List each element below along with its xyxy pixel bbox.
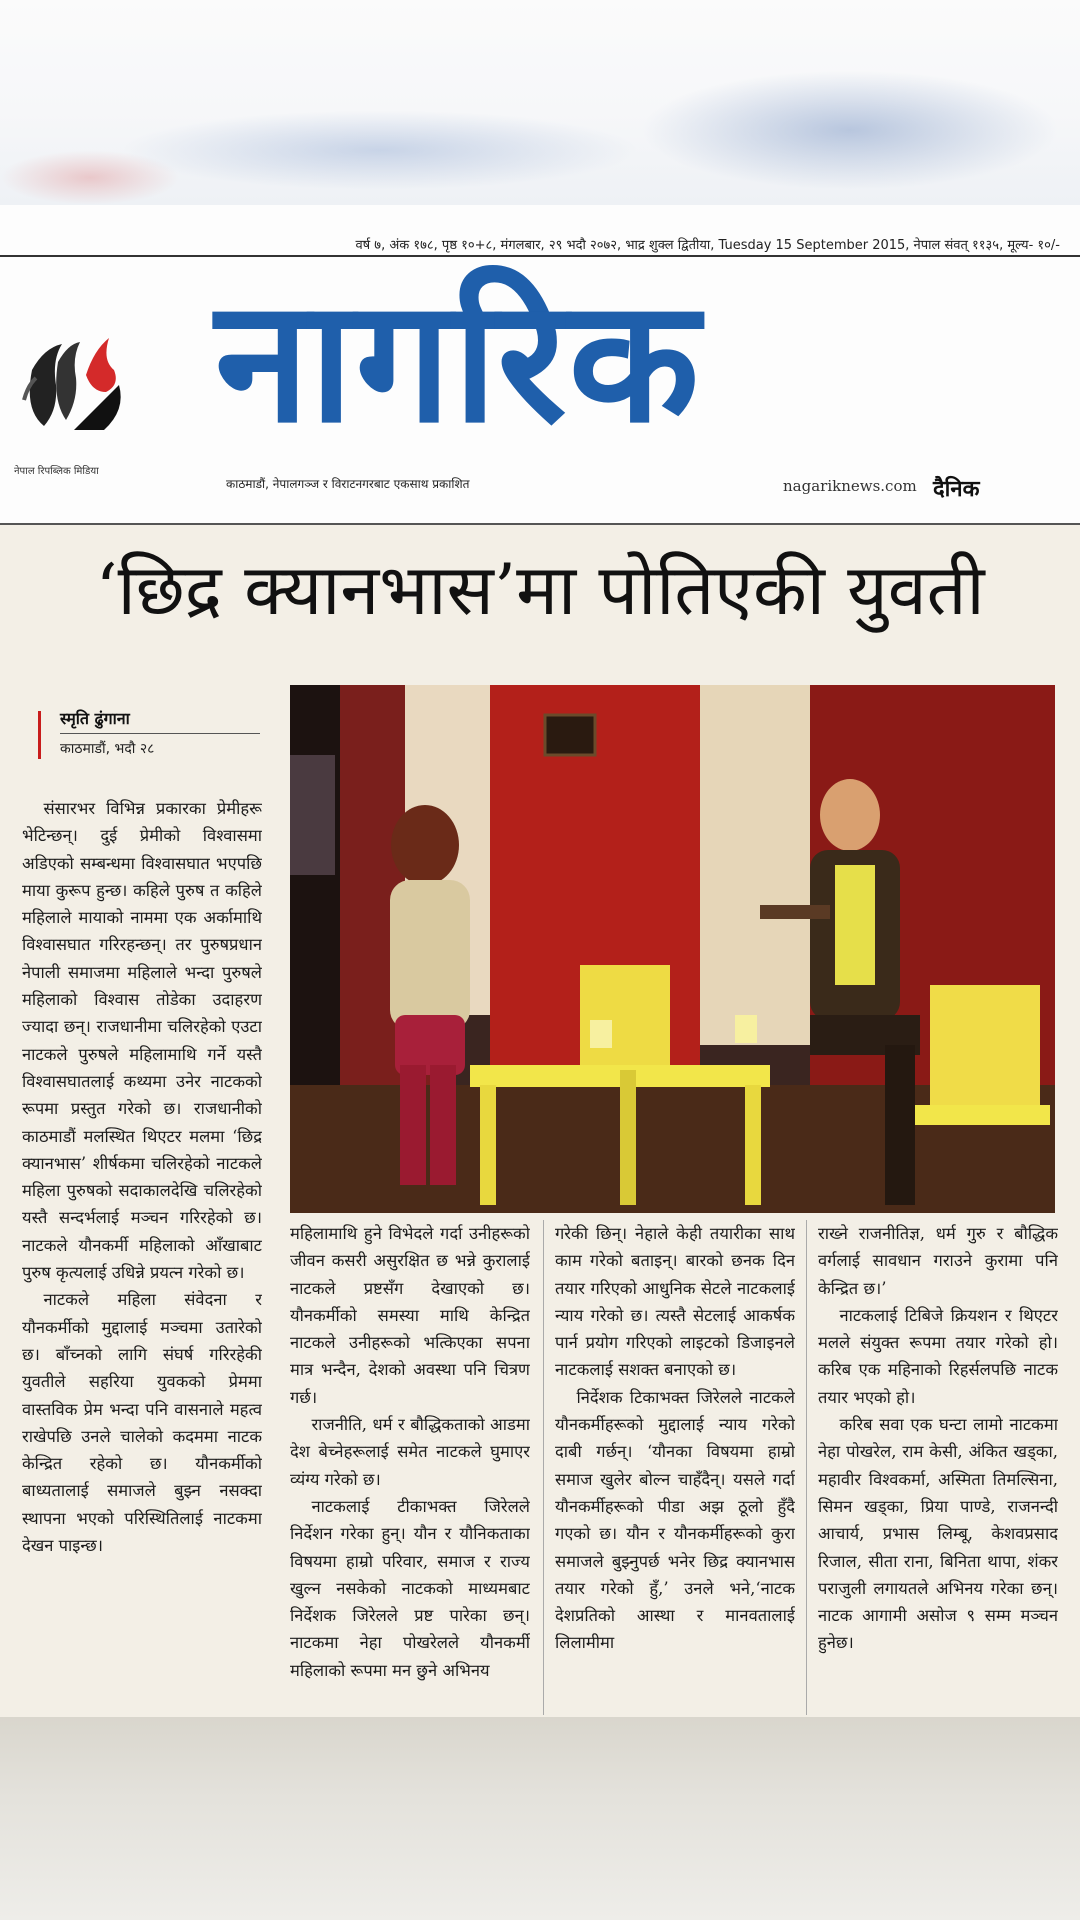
blur-shape [120, 110, 640, 190]
masthead-bottom-rule [0, 523, 1080, 525]
article-column-2 [290, 1220, 530, 1720]
stage-photo [290, 685, 1055, 1213]
dateline: वर्ष ७, अंक १७८, पृष्ठ १०+८, मंगलबार, २९ भदौ २०७२, भाद्र शुक्ल द्वितीया, Tuesday 15 September 2015, नेपाल संवत् ११३५, मूल्य- १०/- [355, 238, 1060, 253]
paragraph: महिलामाथि हुने विभेदले गर्दा उनीहरूको जीवन कसरी असुरक्षित छ भन्ने कुरालाई नाटकले प्रष्टसँग देखाएको छ। यौनकर्मीको समस्या माथि केन्द्रित नाटकले उनीहरूको भत्किएका सपना मात्र भन्दैन, देशको अवस्था पनि चित्रण गर्छ। [290, 1224, 530, 1407]
blurred-bottom-area [0, 1717, 1080, 1920]
masthead-rule [0, 255, 1080, 257]
newspaper-clipping [0, 205, 1080, 1717]
publisher-logo-icon [14, 330, 134, 440]
logo-caption: नेपाल रिपब्लिक मिडिया [14, 466, 99, 477]
paragraph: निर्देशक टिकाभक्त जिरेलले नाटकले यौनकर्मीहरूको मुद्दालाई न्याय गरेको दाबी गर्छन्। ‘यौनका विषयमा हाम्रो समाज खुलेर बोल्न चाहँदैन्। यसले गर्दा यौनकर्मीहरूको पीडा अझ ठूलो हुँदै गएको छ। यौन र यौनकर्मीहरूको कुरा समाजले बुझ्नुपर्छ भनेर छिद्र क्यानभास तयार गरेको हुँ,’ उनले भने,‘नाटक देशप्रतिको आस्था र मानवतालाई लिलामीमा [555, 1387, 795, 1653]
byline-accent-bar [38, 711, 41, 759]
column-rule [806, 1220, 807, 1715]
paragraph: नाटकले महिला संवेदना र यौनकर्मीको मुद्दालाई मञ्चमा उतारेको छ। बाँच्नको लागि संघर्ष गरिरहेकी युवतीले सहरिया युवकको प्रेममा वास्तविक प्रेम भन्दा पनि वासनाले महत्व राखेपछि उनले चालेको कदममा नाटक केन्द्रित रहेको छ। यौनकर्मीको बाध्यतालाई समाजले बुझ्न नसक्दा स्थापना भएको परिस्थितिलाई नाटकमा देखन पाइन्छ। [22, 1290, 262, 1556]
article-column-4 [818, 1220, 1058, 1720]
masthead [0, 205, 1080, 525]
paragraph: नाटकलाई टिबिजे क्रियशन र थिएटर मलले संयुक्त रूपमा तयार गरेको हो। करिब एक महिनाको रिहर्सलपछि नाटक तयार भएको हो। [818, 1305, 1058, 1407]
paragraph: करिब सवा एक घन्टा लामो नाटकमा नेहा पोखरेल, राम केसी, अंकित खड्का, महावीर विश्वकर्मा, अस्मिता तिमल्सिना, सिमन खड्का, प्रिया पाण्डे, राजनन्दी आचार्य, प्रभास लिम्बू, केशवप्रसाद रिजाल, सीता राना, बिनिता थापा, शंकर पराजुली लगायतले अभिनय गरेका छन्। नाटक आगामी असोज ९ सम्म मञ्चन हुनेछ। [818, 1415, 1058, 1653]
byline-author: स्मृति ढुंगाना [60, 709, 130, 728]
brand-url: nagariknews.com [783, 477, 917, 495]
blurred-top-area [0, 0, 1080, 205]
article-headline: ‘छिद्र क्यानभास’मा पोतिएकी युवती [95, 549, 985, 631]
blur-shape [0, 150, 180, 205]
paragraph: नाटकलाई टीकाभक्त जिरेलले निर्देशन गरेका हुन्। यौन र यौनिकताका विषयमा हाम्रो परिवार, समाज र राज्य खुल्न नसकेको नाटकको माध्यमबाट निर्देशक जिरेलले प्रष्ट पारेका छन्। नाटकमा नेहा पोखरेलले यौनकर्मी महिलाको रूपमा मन छुने अभिनय [290, 1496, 530, 1680]
paragraph: गरेकी छिन्। नेहाले केही तयारीका साथ काम गरेको बताइन्। बारको छनक दिन तयार गरिएको आधुनिक सेटले नाटकलाई न्याय गरेको छ। त्यस्तै सेटलाई आकर्षक पार्न प्रयोग गरिएको लाइटको डिजाइनले नाटकलाई सशक्त बनाएको छ। [555, 1224, 795, 1380]
blur-shape [640, 70, 1060, 190]
newspaper-brand-title: नागरिक [215, 263, 702, 461]
article-column-1 [22, 795, 262, 1715]
brand-subtitle: काठमाडौं, नेपालगञ्ज र विराटनगरबाट एकसाथ प्रकाशित [226, 477, 470, 491]
brand-daily-label: दैनिक [933, 477, 980, 502]
paragraph: राजनीति, धर्म र बौद्धिकताको आडमा देश बेच्नेहरूलाई समेत नाटकले घुमाएर व्यंग्य गरेको छ। [290, 1415, 530, 1489]
byline-place-date: काठमाडौं, भदौ २८ [60, 741, 155, 757]
article-column-3 [555, 1220, 795, 1720]
column-rule [543, 1220, 544, 1715]
paragraph: राख्ने राजनीतिज्ञ, धर्म गुरु र बौद्धिक वर्गलाई सावधान गराउने कुरामा पनि केन्द्रित छ।’ [818, 1224, 1058, 1298]
paragraph: संसारभर विभिन्न प्रकारका प्रेमीहरू भेटिन्छन्। दुई प्रेमीको विश्वासमा अडिएको सम्बन्धमा विश्वासघात भएपछि माया कुरूप हुन्छ। कहिले पुरुष त कहिले महिलाले मायाको नाममा एक अर्कामाथि विश्वासघात गरिरहन्छन्। तर पुरुषप्रधान नेपाली समाजमा महिलाले भन्दा पुरुषले महिलाको विश्वास तोडेका उदाहरण ज्यादा छन्। राजधानीमा चलिरहेको एउटा नाटकले पुरुषले महिलामाथि गर्ने यस्तै विश्वासघातलाई कथ्यमा उनेर नाटकको रूपमा प्रस्तुत गरेको छ। राजधानीको काठमाडौं मलस्थित थिएटर मलमा ‘छिद्र क्यानभास’ शीर्षकमा चलिरहेको नाटकले महिला पुरुषको सदाकालदेखि चलिरहेको यस्तै सन्दर्भलाई मञ्चन गरिरहेको छ। नाटकले यौनकर्मी महिलाको आँखाबाट पुरुष कृत्यलाई उधिन्ने प्रयत्न गरेको छ। [22, 799, 262, 1283]
byline-divider [60, 733, 260, 734]
